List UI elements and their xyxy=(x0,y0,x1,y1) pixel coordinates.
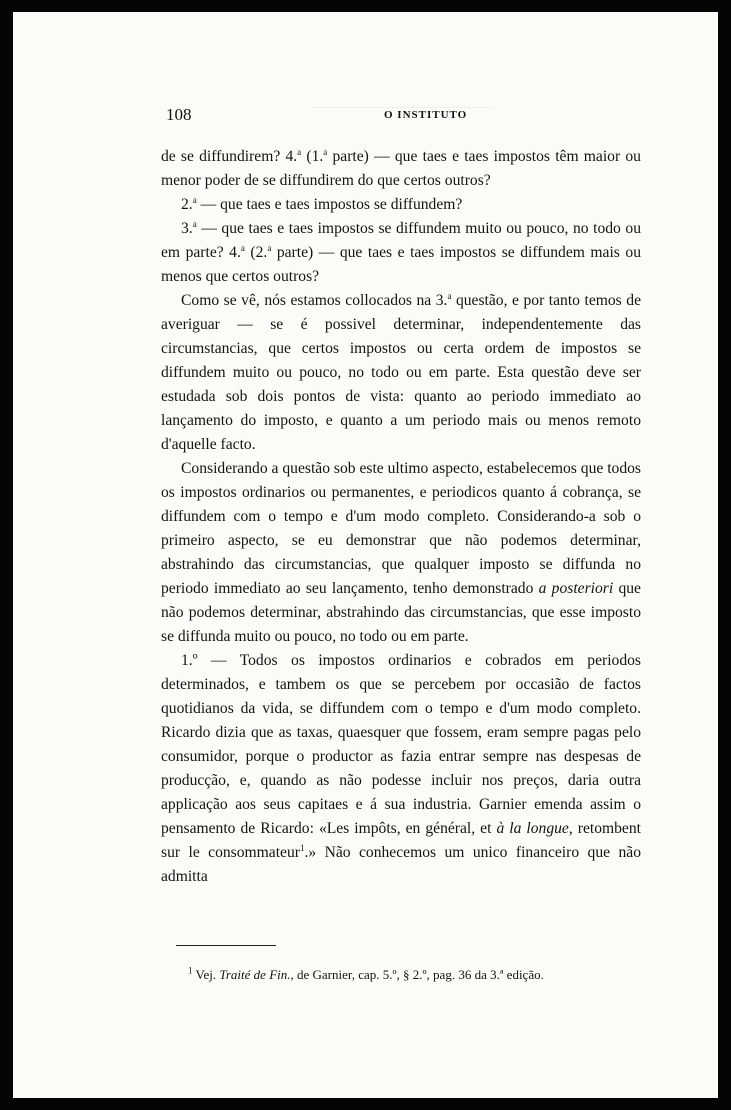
italic-text: a posteriori xyxy=(538,580,614,597)
text-run: Como se vê, nós estamos collocados na 3. xyxy=(181,292,448,309)
superscript: 1 xyxy=(188,965,193,976)
text-run: questão, e por tanto temos de averiguar — se é possivel determinar, independentemente das circumstancias, que certos impostos ou certa ordem de impostos se diffundem muito ou pouco, no todo ou em parte. Esta questão deve ser estudada sob dois pontos de vista: quanto ao periodo immediato ao lançamento do imposto, e quanto a um periodo mais ou menos remoto d'aquelle facto. xyxy=(161,292,641,453)
text-run: parte) — que taes e taes impostos têm maior ou menor poder de se diffundirem do que certos outros? xyxy=(161,148,641,189)
paragraph xyxy=(161,289,641,457)
footnote xyxy=(188,967,648,983)
superscript: a xyxy=(192,194,197,205)
superscript: a xyxy=(297,146,302,157)
text-run: 2. xyxy=(181,196,193,213)
italic-text: à la longue, xyxy=(496,820,573,837)
page-header xyxy=(166,105,644,131)
text-run: de se diffundirem? 4. xyxy=(161,148,298,165)
superscript: a xyxy=(192,218,197,229)
text-run: — que taes e taes impostos se diffundem muito ou pouco, no todo ou em parte? 4. xyxy=(161,220,641,261)
text-run: , de Garnier, cap. 5.º, § 2.º, pag. 36 da 3.ª edição. xyxy=(290,967,544,982)
paragraph xyxy=(161,217,641,289)
book-page xyxy=(13,12,718,1098)
superscript: a xyxy=(447,290,452,301)
text-run: .» Não conhecemos um unico financeiro que não admitta xyxy=(161,844,641,885)
text-run: — que taes e taes impostos se diffundem? xyxy=(196,196,463,213)
text-run: que não podemos determinar, abstrahindo das circumstancias, que esse imposto se diffunda muito ou pouco, no todo ou em parte. xyxy=(161,580,641,645)
paragraph xyxy=(161,193,641,217)
text-run: 3. xyxy=(181,220,193,237)
paragraph xyxy=(161,145,641,193)
text-run: 1.º — Todos os impostos ordinarios e cobrados em periodos determinados, e tambem os que se percebem por occasião de factos quotidianos da vida, se diffundem com o tempo e d'um modo completo. Ricardo dizia que as taxas, quaesquer que fossem, eram sempre pagas pelo consumidor, porque o productor as fazia entrar sempre nas despesas de producção, e, quando as não podesse incluir nos preços, daria outra applicação aos seus capitaes e á sua industria. Garnier emenda assim o pensamento de Ricardo: «Les impôts, en général, et xyxy=(161,652,641,837)
text-run: parte) — que taes e taes impostos se diffundem mais ou menos que certos outros? xyxy=(161,244,641,285)
footnote-divider xyxy=(176,945,276,946)
superscript: a xyxy=(267,242,272,253)
text-run: Vej. xyxy=(192,967,220,982)
text-run: (2. xyxy=(244,244,268,261)
superscript: a xyxy=(240,242,245,253)
paragraph xyxy=(161,649,641,889)
page-number: 108 xyxy=(166,105,192,124)
italic-text: Traité de Fin. xyxy=(219,967,291,982)
running-title: O INSTITUTO xyxy=(384,109,468,121)
superscript: 1 xyxy=(299,842,305,853)
body-text xyxy=(161,145,641,889)
text-run: retombent sur le consommateur xyxy=(161,820,641,861)
text-run: Considerando a questão sob este ultimo aspecto, estabelecemos que todos os impostos ordinarios ou permanentes, e periodicos quanto á cobrança, se diffundem com o tempo e d'um modo completo. Considerando-a sob o primeiro aspecto, se eu demonstrar que não podemos determinar, abstrahindo das circumstancias, que qualquer imposto se diffunda no periodo immediato ao seu lançamento, tenho demonstrado xyxy=(161,460,641,597)
superscript: a xyxy=(323,146,328,157)
paragraph xyxy=(161,457,641,649)
text-run: (1. xyxy=(301,148,324,165)
